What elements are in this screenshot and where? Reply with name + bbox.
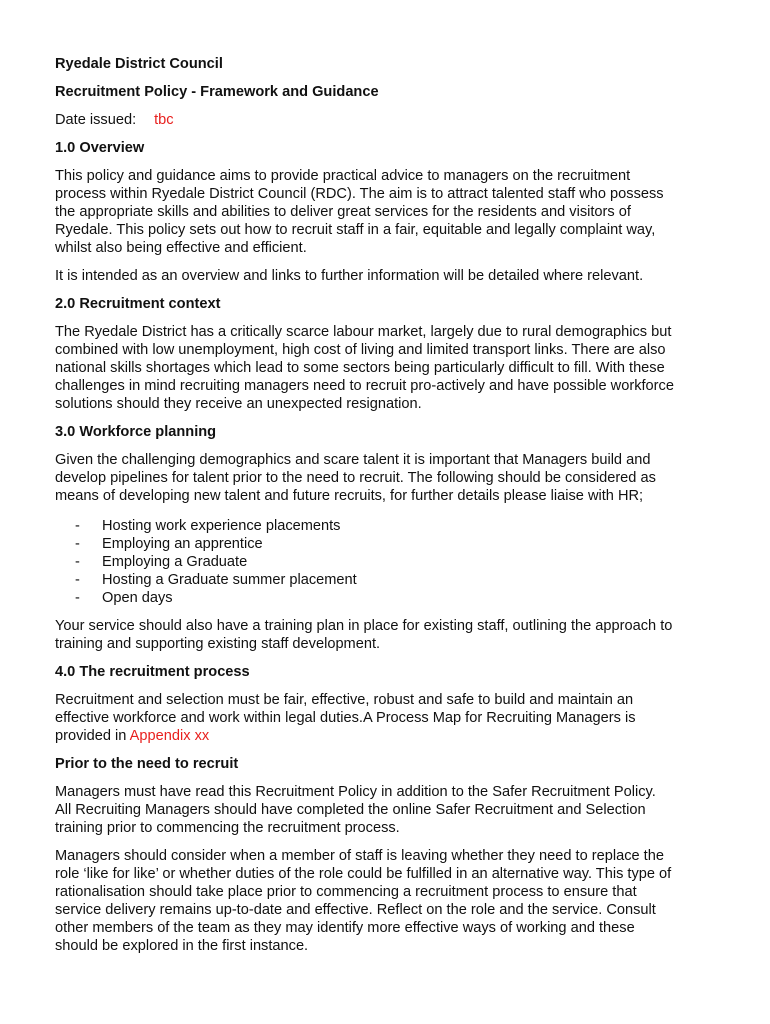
prior-paragraph-2 bbox=[55, 847, 725, 955]
text-line: challenges in mind recruiting managers need to recruit pro-actively and have possible workforce bbox=[55, 378, 674, 394]
list-item-text: Employing an apprentice bbox=[102, 536, 263, 552]
text-line: This policy and guidance aims to provide practical advice to managers on the recruitment bbox=[55, 168, 631, 184]
list-bullet: - bbox=[75, 554, 80, 570]
text-line: Ryedale. This policy sets out how to recruit staff in a fair, equitable and legally complaint way, bbox=[55, 222, 656, 238]
text-line: training and supporting existing staff development. bbox=[55, 636, 381, 652]
section-heading-process: 4.0 The recruitment process bbox=[55, 664, 250, 680]
appendix-link[interactable]: Appendix xx bbox=[129, 728, 210, 744]
document-title: Recruitment Policy - Framework and Guidance bbox=[55, 84, 379, 100]
text-line: Your service should also have a training plan in place for existing staff, outlining the approach to bbox=[55, 618, 673, 634]
text-line: the appropriate skills and abilities to deliver great services for the residents and visitors of bbox=[55, 204, 631, 220]
text-line: Recruitment and selection must be fair, effective, robust and safe to build and maintain an bbox=[55, 692, 634, 708]
organisation-name: Ryedale District Council bbox=[55, 56, 223, 72]
text-line: solutions should they receive an unexpected resignation. bbox=[55, 396, 422, 412]
text-line: effective workforce and work within legal duties.A Process Map for Recruiting Managers is bbox=[55, 710, 636, 726]
prior-paragraph-1 bbox=[55, 783, 725, 837]
context-paragraph bbox=[55, 323, 725, 413]
date-issued-value: tbc bbox=[154, 112, 174, 128]
text-line: combined with low unemployment, high cost of living and limited transport links. There are also bbox=[55, 342, 666, 358]
text-line: role ‘like for like’ or whether duties of the role could be fulfilled in an alternative way. This type of bbox=[55, 866, 672, 882]
text-line: The Ryedale District has a critically scarce labour market, largely due to rural demographics but bbox=[55, 324, 672, 340]
text-line: national skills shortages which lead to some sectors being particularly difficult to fill. With these bbox=[55, 360, 665, 376]
list-bullet: - bbox=[75, 536, 80, 552]
text-line: process within Ryedale District Council (RDC). The aim is to attract talented staff who possess bbox=[55, 186, 664, 202]
document-page bbox=[55, 55, 725, 955]
planning-list bbox=[55, 517, 725, 607]
date-issued-label: Date issued: bbox=[55, 112, 137, 128]
planning-paragraph-1 bbox=[55, 451, 725, 505]
date-issued-line bbox=[55, 111, 725, 129]
process-paragraph bbox=[55, 691, 725, 745]
text-line: whilst also being effective and efficient. bbox=[55, 240, 307, 256]
list-item bbox=[55, 589, 725, 607]
text-line: means of developing new talent and future recruits, for further details please liaise with HR; bbox=[55, 488, 644, 504]
list-item-text: Hosting a Graduate summer placement bbox=[102, 572, 357, 588]
list-item bbox=[55, 535, 725, 553]
list-bullet: - bbox=[75, 590, 80, 606]
text-line: training prior to commencing the recruitment process. bbox=[55, 820, 400, 836]
text-line bbox=[55, 727, 725, 745]
list-bullet: - bbox=[75, 572, 80, 588]
list-item bbox=[55, 553, 725, 571]
list-item-text: Employing a Graduate bbox=[102, 554, 248, 570]
section-heading-prior: Prior to the need to recruit bbox=[55, 756, 239, 772]
text-line: develop pipelines for talent prior to the need to recruit. The following should be considered as bbox=[55, 470, 656, 486]
section-heading-context: 2.0 Recruitment context bbox=[55, 296, 221, 312]
text-line: Managers must have read this Recruitment Policy in addition to the Safer Recruitment Policy. bbox=[55, 784, 656, 800]
list-bullet: - bbox=[75, 518, 80, 534]
text-line: Managers should consider when a member of staff is leaving whether they need to replace the bbox=[55, 848, 664, 864]
list-item bbox=[55, 571, 725, 589]
text-line: rationalisation should take place prior to commencing a recruitment process to ensure that bbox=[55, 884, 637, 900]
overview-paragraph-2: It is intended as an overview and links to further information will be detailed where relevant. bbox=[55, 268, 644, 284]
overview-paragraph-1 bbox=[55, 167, 725, 257]
text-line: should be explored in the first instance. bbox=[55, 938, 309, 954]
text-line: service delivery remains up-to-date and effective. Reflect on the role and the service. Consult bbox=[55, 902, 656, 918]
planning-paragraph-2 bbox=[55, 617, 725, 653]
section-heading-overview: 1.0 Overview bbox=[55, 140, 145, 156]
text-line: Given the challenging demographics and scare talent it is important that Managers build and bbox=[55, 452, 651, 468]
list-item-text: Hosting work experience placements bbox=[102, 518, 341, 534]
list-item bbox=[55, 517, 725, 535]
text-line: All Recruiting Managers should have completed the online Safer Recruitment and Selection bbox=[55, 802, 646, 818]
text-fragment: provided in bbox=[55, 728, 130, 744]
text-line: other members of the team as they may identify more effective ways of working and these bbox=[55, 920, 635, 936]
section-heading-planning: 3.0 Workforce planning bbox=[55, 424, 217, 440]
list-item-text: Open days bbox=[102, 590, 173, 606]
